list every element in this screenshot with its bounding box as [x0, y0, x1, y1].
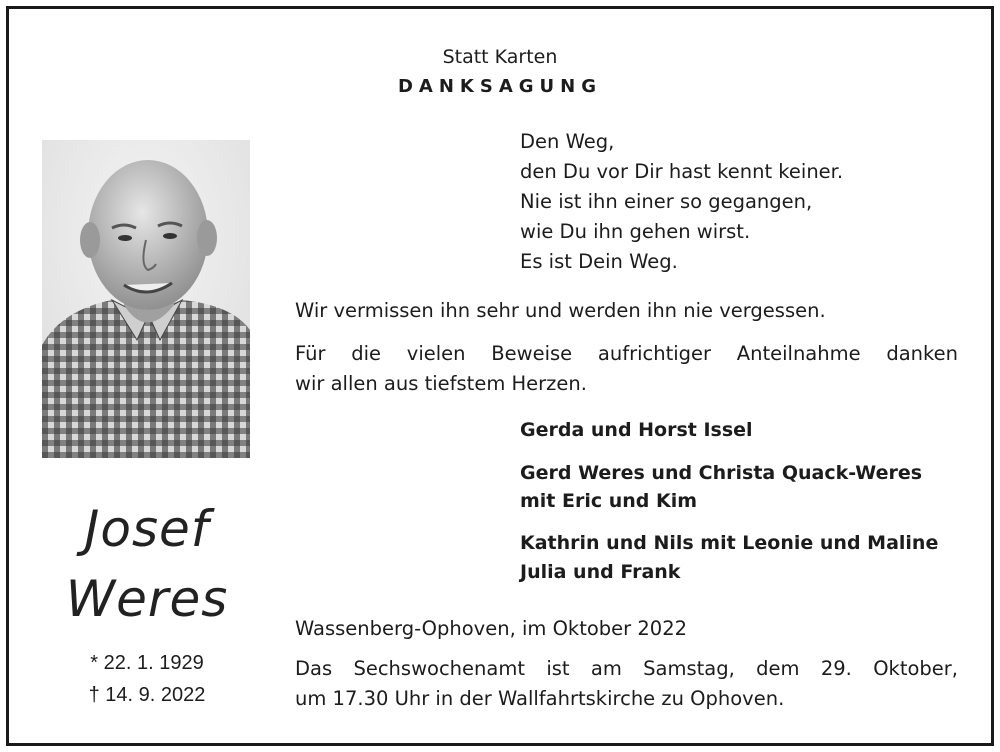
service-line-2: um 17.30 Uhr in der Wallfahrtskirche zu Ophoven. [295, 687, 785, 710]
poem-line: Es ist Dein Weg. [520, 250, 678, 273]
message-line: Wir vermissen ihn sehr und werden ihn nie vergessen. [295, 299, 826, 322]
notice-title: DANKSAGUNG [397, 76, 602, 97]
poem-line: den Du vor Dir hast kennt keiner. [520, 160, 844, 183]
birth-date: * 22. 1. 1929 [90, 652, 204, 674]
deceased-last-name: Weres [65, 570, 229, 628]
poem-line: wie Du ihn gehen wirst. [520, 220, 751, 243]
header-subtitle: Statt Karten [442, 46, 558, 68]
deceased-first-name: Josef [84, 500, 210, 558]
thanks-line-1: Für die vielen Beweise aufrichtiger Anteilnahme danken [295, 342, 958, 365]
portrait-photo [42, 140, 250, 458]
mourner-name: Julia und Frank [520, 561, 681, 583]
portrait-illustration [42, 140, 250, 458]
death-date: † 14. 9. 2022 [88, 684, 206, 706]
mourner-name: Gerda und Horst Issel [520, 419, 753, 441]
poem-line: Nie ist ihn einer so gegangen, [520, 190, 813, 213]
mourner-name: mit Eric und Kim [520, 490, 698, 512]
thanks-line-2: wir allen aus tiefstem Herzen. [295, 372, 587, 395]
mourner-name: Gerd Weres und Christa Quack-Weres [520, 462, 923, 484]
poem [520, 127, 843, 277]
poem-line: Den Weg, [520, 130, 615, 153]
mourner-name: Kathrin und Nils mit Leonie und Maline [520, 532, 939, 554]
service-line-1: Das Sechswochenamt ist am Samstag, dem 29. Oktober, [295, 657, 958, 680]
place-date: Wassenberg-Ophoven, im Oktober 2022 [295, 617, 688, 640]
